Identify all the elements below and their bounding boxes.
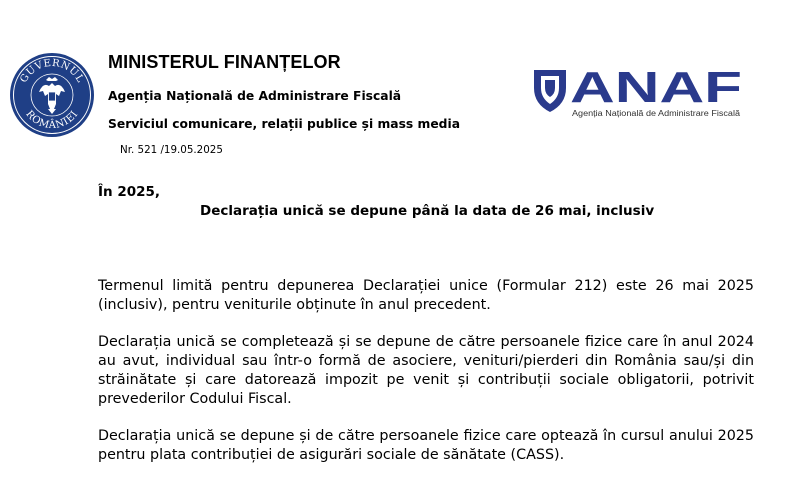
paragraph-who-files: Declarația unică se completează și se depune de către persoanele fizice care în anul 2024 au avut, individual sau într-o formă de asociere, venituri/pierderi din România sau/și din străinătate și care datorează impozit pe venit și contribuții sociale obligatorii, potrivit prevederilor Codului Fiscal.	[98, 334, 754, 407]
ministry-title: MINISTERUL FINANȚELOR	[108, 52, 341, 72]
paragraph-cass: Declarația unică se depune și de către persoanele fizice care optează în cursul anului 2025 pentru plata contribuției de asigurări sociale de sănătate (CASS).	[98, 428, 754, 463]
government-seal	[9, 52, 95, 138]
seal-top-text: GUVERNUL	[18, 57, 86, 85]
service-name: Serviciul comunicare, relații publice și mass media	[108, 117, 460, 131]
intro-text: În 2025,	[98, 184, 161, 200]
shield-icon	[534, 70, 566, 112]
agency-name: Agenția Națională de Administrare Fiscală	[108, 89, 402, 103]
document-number: Nr. 521 /19.05.2025	[120, 144, 223, 157]
anaf-wordmark: ANAF	[570, 63, 742, 112]
paragraph-deadline: Termenul limită pentru depunerea Declarației unice (Formular 212) este 26 mai 2025 (inclusiv), pentru veniturile obținute în anul precedent.	[98, 278, 754, 313]
anaf-logo	[530, 58, 745, 122]
headline: Declarația unică se depune până la data de 26 mai, inclusiv	[200, 203, 655, 219]
anaf-tagline: Agenția Națională de Administrare Fiscală	[572, 109, 741, 118]
seal-bottom-text: ROMÂNIEI	[23, 108, 81, 132]
